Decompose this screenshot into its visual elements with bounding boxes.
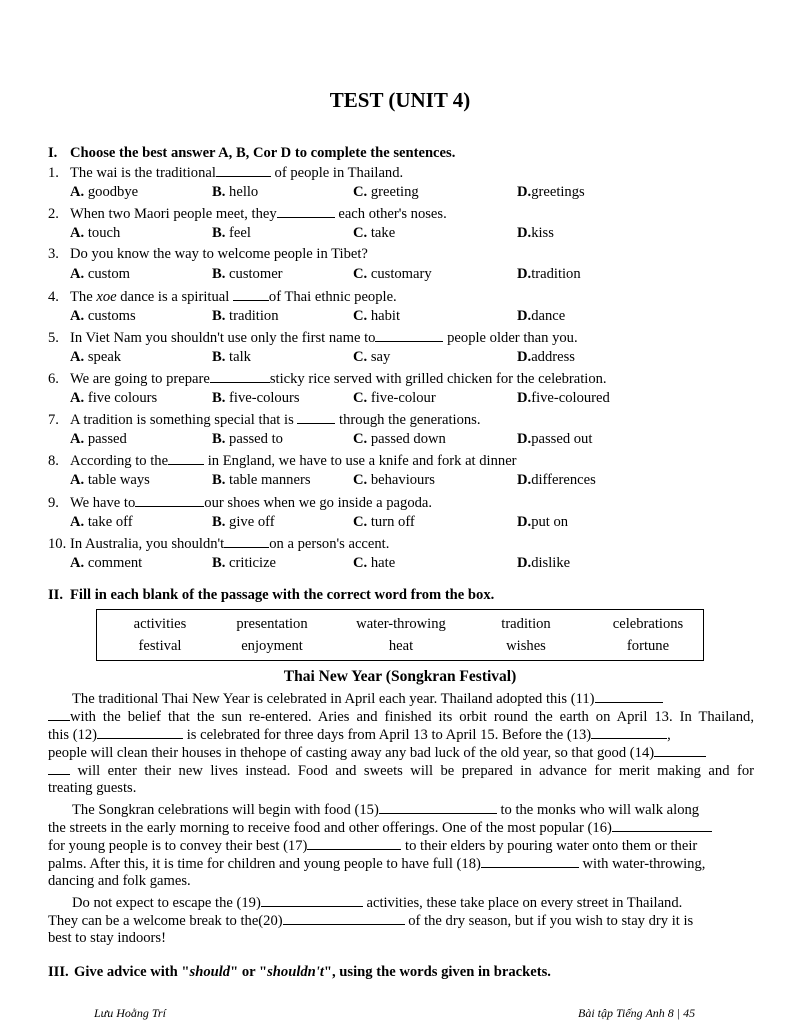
word-box-item: celebrations [612,616,684,632]
blank-13[interactable] [591,726,667,739]
option-text: kiss [531,225,554,241]
option-text: talk [229,349,251,365]
section-number: III. [48,964,69,980]
answer-option[interactable] [517,431,592,448]
answer-option[interactable] [517,225,554,242]
option-text: turn off [370,514,415,530]
passage-text: treating guests. [48,780,137,796]
section-3-heading [48,964,551,981]
section-1-heading [48,145,455,162]
option-text: differences [531,472,596,488]
section-2-heading [48,587,494,604]
option-letter: A. [70,472,85,488]
passage-text: will enter their new lives instead. Food and sweets will be prepared in advance for merit making and for [70,763,754,779]
option-text: passed [87,431,127,447]
option-text: custom [87,266,131,282]
word-box-item: wishes [506,638,546,654]
passage-text: The traditional Thai New Year is celebrated in April each year. Thailand adopted this (11) [72,691,595,707]
word-box-item: activities [133,616,187,632]
question-text: on a person's accent. [269,536,390,552]
option-letter: B. [212,225,226,241]
question [48,370,607,388]
blank-14-cont[interactable] [48,762,70,775]
option-text: customs [87,308,136,324]
answer-option[interactable] [353,555,395,572]
option-text: address [531,349,575,365]
answer-option[interactable] [212,308,279,325]
option-letter: B. [212,349,226,365]
answer-option[interactable] [353,184,419,201]
question-text: In Australia, you shouldn't [70,536,225,552]
question-number: 9. [48,495,59,511]
answer-option[interactable] [212,390,300,407]
question-text: dance is a spiritual [116,289,233,305]
option-letter: B. [212,390,226,406]
option-text: passed down [370,431,446,447]
option-letter: D. [517,225,532,241]
question-text: sticky rice served with grilled chicken for the celebration. [269,371,607,387]
section-heading-text: ", using the words given in brackets. [323,964,551,980]
answer-option[interactable] [212,472,311,489]
answer-option[interactable] [517,472,596,489]
option-text: table manners [229,472,311,488]
passage-text: to the monks who will walk along [496,802,700,818]
option-text: give off [229,514,275,530]
word-box-item: tradition [501,616,551,632]
question-text: in England, we have to use a knife and fork at dinner [204,453,517,469]
answer-option[interactable] [70,184,138,201]
passage-line [48,708,754,726]
answer-blank[interactable] [135,494,204,507]
answer-option[interactable] [517,514,568,531]
answer-option[interactable] [353,225,395,242]
option-letter: D. [517,472,532,488]
question-number: 7. [48,412,59,428]
option-letter: A. [70,431,85,447]
answer-blank[interactable] [297,411,335,424]
answer-option[interactable] [70,514,133,531]
option-text: hello [229,184,259,200]
answer-option[interactable] [212,431,283,448]
passage-line [48,744,754,762]
option-text: criticize [229,555,277,571]
option-text: customer [229,266,283,282]
question-text: our shoes when we go inside a pagoda. [204,495,433,511]
blank-20[interactable] [283,912,405,925]
option-text: greetings [531,184,585,200]
passage-text: this (12) [48,727,98,743]
option-letter: A. [70,184,85,200]
option-letter: A. [70,555,85,571]
passage-line [48,762,754,780]
option-text: feel [229,225,251,241]
option-text: table ways [87,472,150,488]
option-letter: D. [517,266,532,282]
option-letter: B. [212,308,226,324]
option-letter: D. [517,349,532,365]
passage-line [48,912,754,930]
passage-line [48,873,754,890]
answer-blank[interactable] [375,329,443,342]
question-number: 6. [48,371,59,387]
answer-option[interactable] [353,431,446,448]
word-box-item: enjoyment [241,638,303,654]
question-text: The wai is the traditional [70,165,216,181]
section-heading-italic: shouldn't [267,964,324,980]
question [48,164,403,182]
passage-line [48,690,754,708]
question [48,494,432,512]
option-letter: A. [70,514,85,530]
question [48,288,397,306]
blank-15[interactable] [379,801,497,814]
answer-blank[interactable] [224,535,269,548]
section-heading-italic: should [189,964,231,980]
option-text: five-coloured [531,390,610,406]
answer-blank[interactable] [216,164,271,177]
option-letter: B. [212,472,226,488]
question-italic: xoe [96,289,117,305]
question-text: The [70,289,97,305]
answer-option[interactable] [517,555,570,572]
question-text: According to the [70,453,169,469]
question-number: 3. [48,246,59,262]
passage-line [48,780,754,797]
passage-text: best to stay indoors! [48,930,166,946]
option-letter: C. [353,184,368,200]
blank-17[interactable] [307,837,401,850]
blank-16[interactable] [612,819,712,832]
footer-page-info: Bài tập Tiếng Anh 8 | 45 [578,1006,696,1020]
option-text: take off [87,514,133,530]
answer-option[interactable] [70,472,150,489]
option-letter: B. [212,514,226,530]
option-text: habit [370,308,401,324]
passage-line [48,801,754,819]
option-letter: D. [517,514,532,530]
answer-option[interactable] [353,390,436,407]
option-text: five-colours [229,390,300,406]
option-text: five colours [87,390,158,406]
option-letter: B. [212,431,226,447]
passage-text: dancing and folk games. [48,873,191,889]
passage-line [48,930,754,947]
option-letter: C. [353,225,368,241]
question-number: 2. [48,206,59,222]
question [48,535,389,553]
option-letter: D. [517,390,532,406]
answer-option[interactable] [517,349,575,366]
blank-11[interactable] [595,690,663,703]
passage-text: the streets in the early morning to receive food and other offerings. One of the most popular (16) [48,820,612,836]
answer-option[interactable] [353,349,390,366]
answer-option[interactable] [70,225,120,242]
answer-option[interactable] [353,308,400,325]
option-letter: C. [353,431,368,447]
question-text: of people in Thailand. [270,165,404,181]
passage-text: to their elders by pouring water onto them or their [401,838,698,854]
option-letter: A. [70,308,85,324]
question-number: 8. [48,453,59,469]
passage-line [48,855,754,873]
answer-option[interactable] [353,472,435,489]
answer-blank[interactable] [233,288,269,301]
option-text: dance [531,308,566,324]
blank-19[interactable] [261,894,363,907]
word-box-item: water-throwing [356,616,446,632]
option-letter: C. [353,390,368,406]
option-letter: C. [353,555,368,571]
blank-14[interactable] [654,744,706,757]
passage-text: with water-throwing, [578,856,706,872]
answer-option[interactable] [517,308,565,325]
answer-option[interactable] [353,266,432,283]
passage-text: palms. After this, it is time for children and young people to have full (18) [48,856,481,872]
passage-line [48,819,754,837]
question-text: of Thai ethnic people. [268,289,397,305]
passage-title: Thai New Year (Songkran Festival) [283,668,517,685]
option-letter: B. [212,266,226,282]
answer-option[interactable] [70,266,130,283]
answer-option[interactable] [212,184,258,201]
option-text: passed out [531,431,593,447]
question-text: each other's noses. [334,206,447,222]
passage-line [48,837,754,855]
question-number: 5. [48,330,59,346]
option-letter: B. [212,184,226,200]
question [48,452,517,470]
option-text: dislike [531,555,571,571]
question-number: 1. [48,165,59,181]
passage-text: people will clean their houses in thehope of casting away any bad luck of the old year, so that good (14) [48,745,655,761]
option-letter: C. [353,308,368,324]
section-heading-text: " or " [230,964,268,980]
question-text: We have to [70,495,136,511]
answer-blank[interactable] [168,452,204,465]
passage-text: of the dry season, but if you wish to stay dry it is [404,913,694,929]
page-title: TEST (UNIT 4) [329,88,471,112]
option-letter: C. [353,514,368,530]
passage-text: Do not expect to escape the (19) [72,895,261,911]
option-letter: B. [212,555,226,571]
answer-blank[interactable] [277,205,335,218]
passage-text: activities, these take place on every street in Thailand. [362,895,683,911]
section-number: II. [48,587,64,603]
option-letter: A. [70,266,85,282]
option-text: say [370,349,391,365]
section-heading-text: Choose the best answer A, B, Cor D to complete the sentences. [70,145,456,161]
word-box-item: presentation [236,616,308,632]
answer-option[interactable] [70,349,121,366]
option-letter: D. [517,431,532,447]
answer-option[interactable] [517,266,581,283]
question-text: We are going to prepare [70,371,210,387]
option-letter: A. [70,390,85,406]
footer-author: Lưu Hoằng Trí [94,1006,166,1020]
question-text: When two Maori people meet, they [70,206,277,222]
option-letter: C. [353,349,368,365]
question [48,246,368,263]
option-text: speak [87,349,122,365]
option-letter: D. [517,184,532,200]
section-number: I. [48,145,58,161]
answer-option[interactable] [70,431,127,448]
answer-option[interactable] [70,390,157,407]
section-heading-text: Fill in each blank of the passage with the correct word from the box. [70,587,495,603]
section-heading-text: Give advice with " [74,964,190,980]
option-text: tradition [531,266,581,282]
question [48,411,481,429]
option-letter: D. [517,555,532,571]
passage-text: with the belief that the sun re-entered. Aries and finished its orbit round the earth on April 13. In Thailand, [70,709,754,725]
word-box-item: festival [138,638,182,654]
option-letter: C. [353,472,368,488]
word-box [96,609,704,661]
option-text: five-colour [370,390,436,406]
answer-option[interactable] [212,514,275,531]
question-text: through the generations. [335,412,481,428]
passage-text: for young people is to convey their best (17) [48,838,308,854]
answer-blank[interactable] [210,370,270,383]
passage-text: is celebrated for three days from April 13 to April 15. Before the (13) [183,727,592,743]
answer-option[interactable] [212,555,276,572]
option-text: take [370,225,396,241]
passage-text: They can be a welcome break to the(20) [48,913,283,929]
option-text: greeting [370,184,419,200]
question-text: Do you know the way to welcome people in Tibet? [70,246,368,262]
question [48,329,578,347]
option-text: behaviours [370,472,435,488]
word-box-item: fortune [626,638,670,654]
answer-option[interactable] [70,555,142,572]
option-letter: A. [70,349,85,365]
option-text: touch [87,225,121,241]
question-number: 10. [48,536,67,552]
answer-option[interactable] [353,514,415,531]
option-text: put on [531,514,569,530]
option-letter: A. [70,225,85,241]
option-text: goodbye [87,184,139,200]
option-text: tradition [229,308,279,324]
passage-text: The Songkran celebrations will begin with food (15) [72,802,379,818]
passage-line: this (12) is celebrated for three days from April 13 to April 15. Before the (13) , [48,727,671,743]
question [48,205,447,223]
blank-11-cont[interactable] [48,708,70,721]
question-text: A tradition is something special that is [70,412,298,428]
option-text: passed to [229,431,283,447]
option-text: comment [87,555,143,571]
question-text: In Viet Nam you shouldn't use only the first name to [70,330,376,346]
answer-option[interactable] [517,390,610,407]
answer-option[interactable] [212,349,251,366]
passage-line [48,894,754,912]
answer-option[interactable] [212,225,251,242]
blank-12[interactable] [97,726,183,739]
option-letter: D. [517,308,532,324]
answer-option[interactable] [212,266,283,283]
word-box-item: heat [388,638,414,654]
question-text: people older than you. [443,330,578,346]
option-letter: C. [353,266,368,282]
option-text: customary [370,266,432,282]
question-number: 4. [48,289,59,305]
answer-option[interactable] [517,184,585,201]
blank-18[interactable] [481,855,579,868]
option-text: hate [370,555,396,571]
answer-option[interactable] [70,308,136,325]
